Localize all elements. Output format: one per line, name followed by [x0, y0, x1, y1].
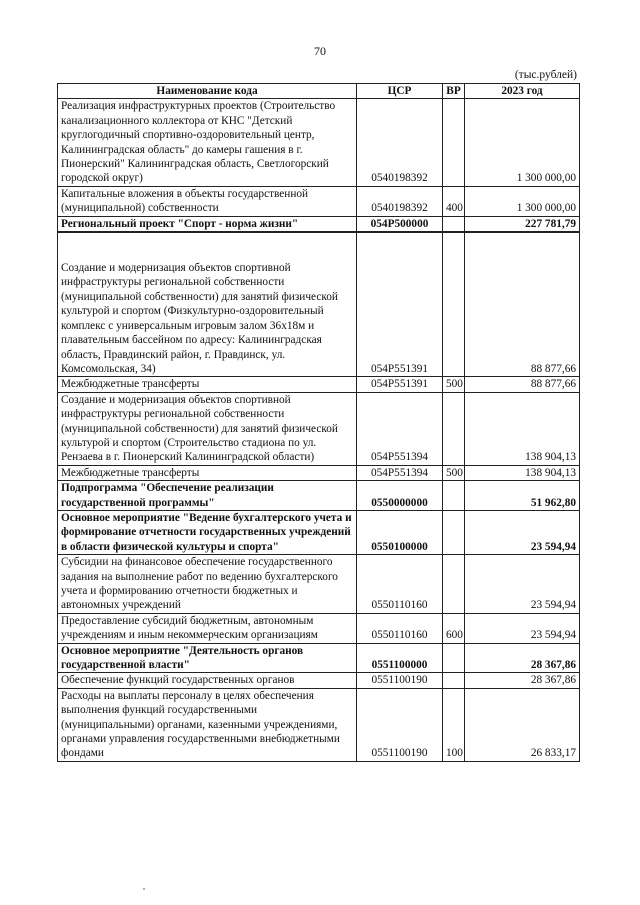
row-sum: 28 367,86 [465, 643, 580, 673]
row-vr [443, 510, 465, 554]
row-csr: 0551100190 [357, 688, 443, 761]
row-sum: 23 594,94 [465, 555, 580, 614]
row-vr [443, 673, 465, 688]
table-row [58, 510, 580, 554]
row-vr: 600 [443, 613, 465, 643]
row-sum: 138 904,13 [465, 465, 580, 480]
row-vr [443, 99, 465, 186]
row-sum: 26 833,17 [465, 688, 580, 761]
row-csr: 054P551391 [357, 377, 443, 392]
row-csr: 054P551391 [357, 232, 443, 377]
row-csr: 0540198392 [357, 99, 443, 186]
row-vr: 500 [443, 377, 465, 392]
row-csr: 0550000000 [357, 481, 443, 511]
table-row [58, 555, 580, 614]
header-year: 2023 год [465, 84, 580, 99]
row-vr [443, 481, 465, 511]
row-sum: 138 904,13 [465, 392, 580, 465]
table-row [58, 392, 580, 465]
table-header-row [58, 84, 580, 99]
row-sum: 227 781,79 [465, 216, 580, 232]
table-row [58, 99, 580, 186]
table-row [58, 613, 580, 643]
row-name [58, 232, 357, 377]
row-vr [443, 643, 465, 673]
page-number: 70 [314, 44, 326, 58]
row-sum: 51 962,80 [465, 481, 580, 511]
row-csr: 0550110160 [357, 613, 443, 643]
row-vr: 500 [443, 465, 465, 480]
row-vr [443, 555, 465, 614]
row-csr: 0540198392 [357, 186, 443, 216]
table-row [58, 465, 580, 480]
table-row [58, 232, 580, 377]
row-sum: 23 594,94 [465, 613, 580, 643]
row-csr: 054P551394 [357, 392, 443, 465]
row-csr: 0551100000 [357, 643, 443, 673]
row-sum: 88 877,66 [465, 232, 580, 377]
row-name: Межбюджетные трансферты [58, 377, 357, 392]
header-vr: ВР [443, 84, 465, 99]
row-vr [443, 392, 465, 465]
table-row [58, 481, 580, 511]
row-csr: 0551100190 [357, 673, 443, 688]
row-csr: 0550110160 [357, 555, 443, 614]
table-row [58, 643, 580, 673]
budget-table [57, 83, 580, 762]
table-row [58, 377, 580, 392]
row-sum: 28 367,86 [465, 673, 580, 688]
row-csr: 0550100000 [357, 510, 443, 554]
row-name: Региональный проект "Спорт - норма жизни" [58, 216, 357, 232]
table-row [58, 216, 580, 232]
row-name: Капитальные вложения в объекты государственной (муниципальной) собственности [58, 186, 357, 216]
table-row [58, 673, 580, 688]
row-name: Предоставление субсидий бюджетным, автономным учреждениям и иным некоммерческим организациям [58, 613, 357, 643]
table-row [58, 186, 580, 216]
row-name: Обеспечение функций государственных органов [58, 673, 357, 688]
scan-speck [143, 888, 145, 890]
row-sum: 23 594,94 [465, 510, 580, 554]
row-name: Создание и модернизация объектов спортивной инфраструктуры региональной собственности (муниципальной собственности) для занятий физической культурой и спортом (Строительство стадиона по ул. Рензаева в г. Пионерский Калининградской области) [58, 392, 357, 465]
row-vr [443, 232, 465, 377]
row-name: Основное мероприятие "Деятельность органов государственной власти" [58, 643, 357, 673]
row-sum: 1 300 000,00 [465, 186, 580, 216]
row-name: Межбюджетные трансферты [58, 465, 357, 480]
row-name: Расходы на выплаты персоналу в целях обеспечения выполнения функций государственными (муниципальными) органами, казенными учреждениями, органами управления государственными внебюджетными фондами [58, 688, 357, 761]
row-name: Основное мероприятие "Ведение бухгалтерского учета и формирование отчетности государственных учреждений в области физической культуры и спорта" [58, 510, 357, 554]
row-sum: 1 300 000,00 [465, 99, 580, 186]
row-csr: 054P551394 [357, 465, 443, 480]
row-sum: 88 877,66 [465, 377, 580, 392]
row-name: Подпрограмма "Обеспечение реализации государственной программы" [58, 481, 357, 511]
table-row [58, 688, 580, 761]
units-label: (тыс.рублей) [514, 69, 577, 81]
row-vr: 400 [443, 186, 465, 216]
row-vr [443, 216, 465, 232]
row-name: Субсидии на финансовое обеспечение государственного задания на выполнение работ по ведению бухгалтерского учета и формированию отчетности бюджетных и автономных учреждений [58, 555, 357, 614]
row-name: Реализация инфраструктурных проектов (Строительство канализационного коллектора от КНС "Детский круглогодичный спортивно-оздоровительный центр, Калининградская область" до камеры гашения в г. Пионерский" Калининградская область, Светлогорский городской округ) [58, 99, 357, 186]
row-vr: 100 [443, 688, 465, 761]
row-name-text: Создание и модернизация объектов спортивной инфраструктуры региональной собственности (муниципальной собственности) для занятий физической культурой и спортом (Физкультурно-оздоровительный комплекс с универсальным игровым залом 36х18м и плавательным бассейном по адресу: Калининградская область, Правдинский район, г. Правдинск, ул. Комсомольская, 34) [61, 262, 338, 375]
row-csr: 054P500000 [357, 216, 443, 232]
header-csr: ЦСР [357, 84, 443, 99]
header-name: Наименование кода [58, 84, 357, 99]
